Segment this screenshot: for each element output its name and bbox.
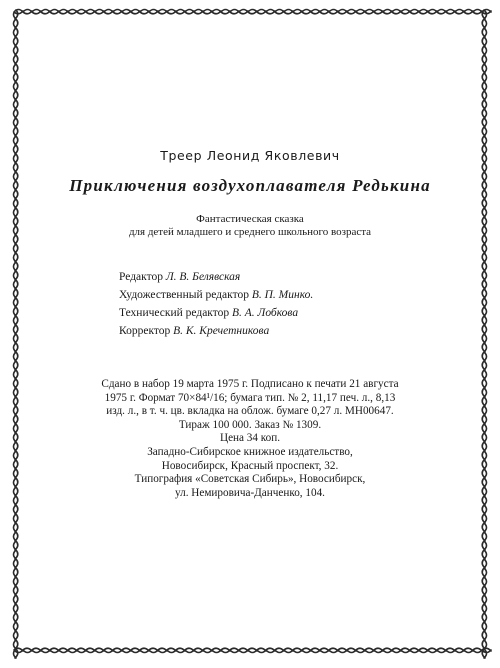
credit-tech-editor <box>119 304 313 322</box>
author-name: Треер Леонид Яковлевич <box>160 148 340 163</box>
book-subtitle <box>0 213 500 239</box>
imprint-line: Западно-Сибирское книжное издательство, <box>147 445 353 458</box>
publication-details <box>0 378 500 500</box>
credit-person: Л. В. Белявская <box>165 271 241 283</box>
credit-role: Корректор <box>119 325 171 337</box>
credit-person: В. К. Кречетникова <box>173 325 270 337</box>
credits-list <box>119 268 313 340</box>
credit-role: Редактор <box>119 271 163 283</box>
imprint-line: Тираж 100 000. Заказ № 1309. <box>178 418 322 431</box>
imprint-line: 1975 г. Формат 70×84¹/16; бумага тип. № 2, 11,17 печ. л., 8,13 <box>104 391 396 404</box>
book-title: Приключения воздухоплавателя Редькина <box>69 176 431 195</box>
audience-line: для детей младшего и среднего школьного возраста <box>128 226 372 238</box>
imprint-line: Новосибирск, Красный проспект, 32. <box>161 459 339 472</box>
credit-role: Художественный редактор <box>119 289 249 301</box>
imprint-line: Цена 34 коп. <box>219 432 281 445</box>
imprint-line: ул. Немировича-Данченко, 104. <box>175 486 325 499</box>
credit-person: В. П. Минко. <box>251 289 314 301</box>
credit-art-editor <box>119 286 313 304</box>
credit-person: В. А. Лобкова <box>232 307 299 319</box>
imprint-line: изд. л., в т. ч. цв. вкладка на облож. бумаге 0,27 л. МН00647. <box>106 405 394 418</box>
genre-line: Фантастическая сказка <box>196 213 304 225</box>
imprint-line: Типография «Советская Сибирь», Новосибирск, <box>134 473 366 486</box>
credit-proofreader <box>119 322 313 340</box>
credit-role: Технический редактор <box>119 307 230 319</box>
credit-editor <box>119 268 313 286</box>
imprint-line: Сдано в набор 19 марта 1975 г. Подписано к печати 21 августа <box>101 378 399 390</box>
